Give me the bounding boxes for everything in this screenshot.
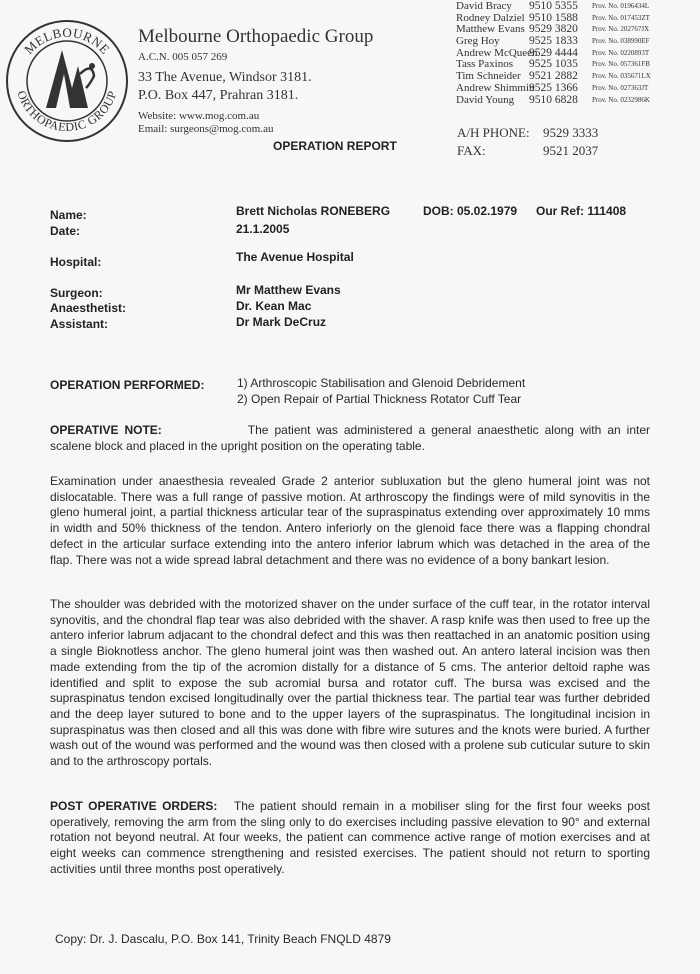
hospital-name: The Avenue Hospital bbox=[236, 250, 354, 264]
email-link[interactable]: Email: surgeons@mog.com.au bbox=[138, 123, 274, 135]
logo-text-bottom: ORTHOPAEDIC GROUP bbox=[14, 88, 120, 135]
operation-date: 21.1.2005 bbox=[236, 222, 290, 236]
doctor-name: Tass Paxinos bbox=[456, 58, 513, 71]
doctor-provider-no: Prov. No. 017453ZT bbox=[592, 13, 650, 22]
patient-dob: DOB: 05.02.1979 bbox=[423, 204, 518, 218]
doctor-phone: 9510 5355 bbox=[529, 0, 578, 12]
doctor-row bbox=[456, 1, 700, 13]
website-link[interactable]: Website: www.mog.com.au bbox=[138, 110, 260, 122]
operative-note-label: OPERATIVE NOTE: bbox=[50, 423, 162, 437]
patient-name: Brett Nicholas RONEBERG bbox=[236, 204, 391, 218]
org-address bbox=[138, 69, 312, 105]
doctor-provider-no: Prov. No. 0196434L bbox=[592, 2, 650, 10]
assistant-label: Assistant: bbox=[50, 317, 109, 331]
doctor-row bbox=[456, 95, 700, 107]
post-op-text: The patient should remain in a mobiliser sling for the first four weeks post operatively, removing the arm from the sling only to do exercises including passive elevation to 90° and external rotation not beyond neutral. At four weeks, the patient can commence active range of motion exercises and at eight weeks can commence strengthening and resisted exercises. The patient should not return to sporting activities until three months post operatively. bbox=[50, 799, 650, 876]
operation-item-2: 2) Open Repair of Partial Thickness Rotator Cuff Tear bbox=[237, 392, 522, 406]
post-op-label: POST OPERATIVE ORDERS: bbox=[50, 799, 218, 813]
after-hours-phone: 9529 3333 bbox=[543, 125, 599, 140]
doctor-provider-no: Prov. No. 038990EF bbox=[592, 37, 650, 46]
fax-number: 9521 2037 bbox=[543, 143, 599, 158]
name-label: Name: bbox=[50, 208, 87, 222]
operation-performed-label: OPERATION PERFORMED: bbox=[50, 378, 205, 392]
doctor-name: David Young bbox=[456, 93, 515, 106]
org-contact-web bbox=[138, 110, 274, 136]
after-hours-label: A/H PHONE: bbox=[457, 125, 530, 140]
doctor-name: Greg Hoy bbox=[456, 35, 500, 48]
operative-note-para-2: The shoulder was debrided with the motorized shaver on the under surface of the cuff tear, in the rotator interval synovitis, and the chondral flap tear was also debrided with the shaver. A rasp knife was then used to free up the antero inferior labrum adjacant to the chondral defect and this was then reattached in an anatomic position using a single Bioknotless anchor. The gleno humeral joint was then washed out. An antero lateral incision was then made extending from the tip of the acromion distally for a distance of 5 cms. The anterior deltoid raphe was identified and split to expose the sub acromial bursa and rotator cuff. The bursa was excised and the supraspinatus tendon excised longitudinally over the partial thickness tear. The partial tear was further debrided and the deep layer sutured to bone and to the upper layers of the supraspinatus. The longitudinal incision in supraspinatus was then closed and all this was done with fibre wire sutures and the knots were buried. A further wash out of the wound was performed and the wound was then closed with a prolene sub cuticular suture to skin and to the arthroscopy portals. bbox=[50, 597, 650, 769]
doctor-phone: 9525 1833 bbox=[529, 35, 578, 48]
doctor-phone: 9529 4444 bbox=[529, 46, 578, 59]
address-line-2: P.O. Box 447, Prahran 3181. bbox=[138, 88, 299, 103]
doctor-provider-no: Prov. No. 027363JT bbox=[592, 83, 649, 92]
doctor-row bbox=[456, 83, 700, 95]
fax-label: FAX: bbox=[457, 143, 486, 158]
anaesthetist-label: Anaesthetist: bbox=[50, 301, 127, 315]
doctor-name: Andrew Shimmin bbox=[456, 81, 535, 94]
doctor-provider-no: Prov. No. 0232986K bbox=[592, 95, 650, 104]
doctor-provider-no: Prov. No. 057361FB bbox=[592, 60, 650, 69]
doctor-name: Andrew McQueen bbox=[456, 46, 538, 59]
copy-to: Copy: Dr. J. Dascalu, P.O. Box 141, Trinity Beach FNQLD 4879 bbox=[55, 932, 391, 946]
doctor-name: Matthew Evans bbox=[456, 23, 525, 36]
our-ref: Our Ref: 111408 bbox=[536, 204, 627, 218]
operative-note-intro-text: The patient was administered a general anaesthetic along with an inter scalene block and placed in the upright position on the operating table. bbox=[50, 423, 651, 453]
doctor-row bbox=[456, 36, 700, 48]
anaesthetist-name: Dr. Kean Mac bbox=[236, 299, 312, 313]
doctor-phone: 9521 2882 bbox=[529, 70, 578, 83]
operation-item-1: 1) Arthroscopic Stabilisation and Glenoid Debridement bbox=[237, 376, 526, 390]
org-acn: A.C.N. 005 057 269 bbox=[138, 51, 228, 63]
doctor-phone: 9525 1035 bbox=[529, 58, 578, 71]
doctor-provider-no: Prov. No. 202767JX bbox=[592, 25, 650, 34]
doctor-name: Rodney Dalziel bbox=[456, 11, 525, 24]
operative-note-para-1: Examination under anaesthesia revealed Grade 2 anterior subluxation but the gleno humeral joint was not dislocatable. There was a full range of passive motion. At arthroscopy the findings were of mild synovitis in the gleno humeral joint, a partial thickness articular tear of the supraspinatus extending over approximately 10 mms in width and 50% thickness of the tendon. Antero inferiorly on the glenoid face there was a flapping chondral defect in the articular surface extending into the antero inferior labrum which was detached in the area of the flap. There was not a wide spread labral detachment and there was no evidence of a bony bankart lesion. bbox=[50, 474, 650, 567]
doctor-list bbox=[456, 1, 700, 106]
surgeon-name: Mr Matthew Evans bbox=[236, 283, 341, 297]
doctor-phone: 9510 6828 bbox=[529, 93, 578, 106]
report-title: OPERATION REPORT bbox=[273, 139, 397, 153]
doctor-name: David Bracy bbox=[456, 0, 512, 12]
logo-text-top: MELBOURNE bbox=[21, 24, 114, 58]
org-name: Melbourne Orthopaedic Group bbox=[138, 26, 374, 47]
date-label: Date: bbox=[50, 224, 81, 238]
assistant-name: Dr Mark DeCruz bbox=[236, 315, 327, 329]
mog-logo bbox=[2, 18, 132, 144]
doctor-provider-no: Prov. No. 0220893T bbox=[592, 48, 650, 57]
post-op-orders bbox=[50, 799, 650, 878]
operative-note-intro bbox=[50, 423, 650, 454]
doctor-phone: 9525 1366 bbox=[529, 81, 578, 94]
surgeon-label: Surgeon: bbox=[50, 286, 103, 300]
address-line-1: 33 The Avenue, Windsor 3181. bbox=[138, 70, 312, 85]
hospital-label: Hospital: bbox=[50, 255, 102, 269]
doctor-name: Tim Schneider bbox=[456, 70, 521, 83]
doctor-provider-no: Prov. No. 035671LX bbox=[592, 72, 651, 81]
doctor-phone: 9510 1588 bbox=[529, 11, 578, 24]
doctor-phone: 9529 3820 bbox=[529, 23, 578, 36]
